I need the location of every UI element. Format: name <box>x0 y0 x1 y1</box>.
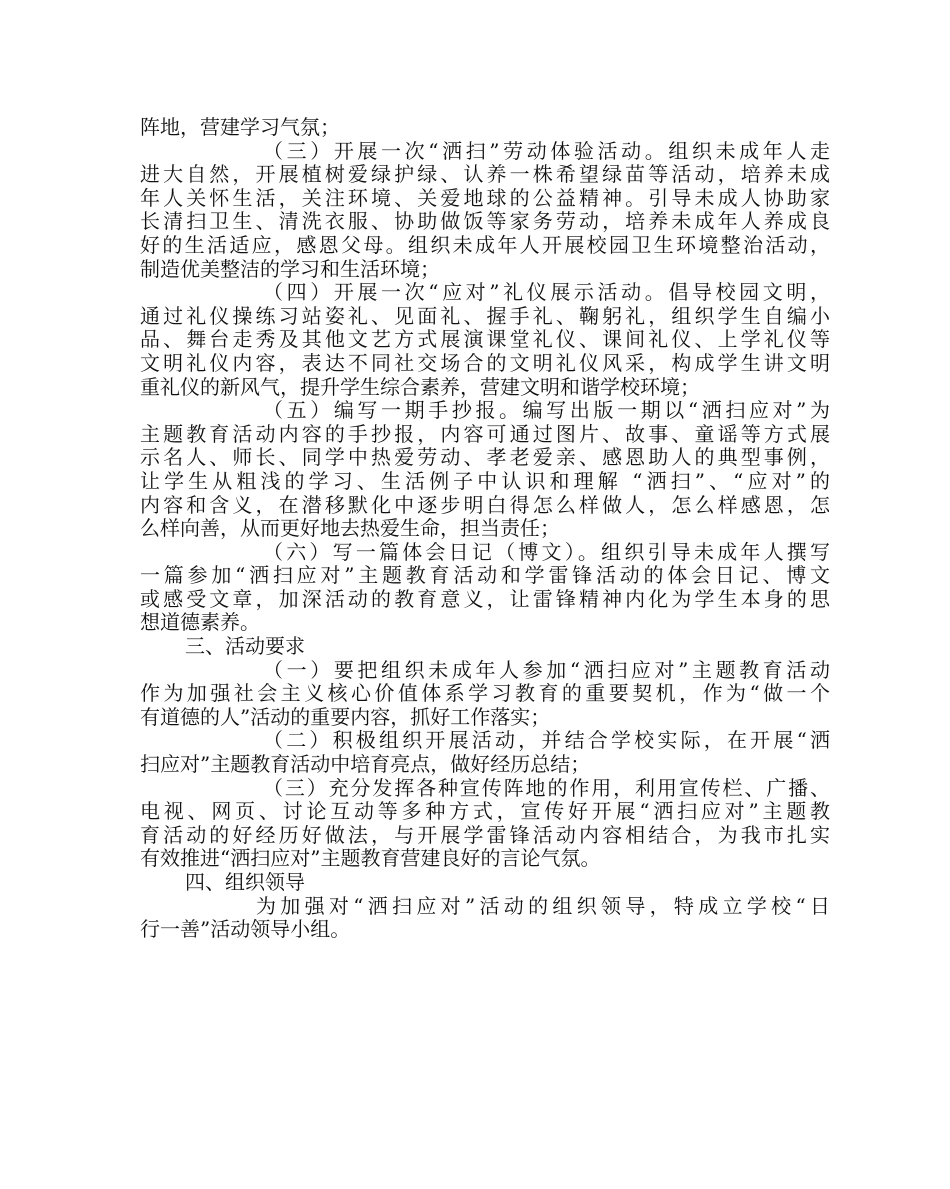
paragraph-line: 么样向善，从而更好地去热爱生命，担当责任； <box>140 516 560 541</box>
paragraph-line: 电视、网页、讨论互动等多种方式，宣传好开展“洒扫应对”主题教 <box>140 799 830 824</box>
paragraph-line: 扫应对”主题教育活动中培育亮点，做好经历总结； <box>140 752 591 777</box>
paragraph-line: 让学生从粗浅的学习、生活例子中认识和理解 “洒扫”、“应对”的 <box>140 468 830 493</box>
paragraph-line: 示名人、师长、同学中热爱劳动、孝老爱亲、感恩助人的典型事例， <box>140 445 830 470</box>
section-heading: 三、活动要求 <box>185 634 305 659</box>
paragraph-line: 有道德的人”活动的重要内容，抓好工作落实； <box>140 704 551 729</box>
list-item-first-line: （三）开展一次“洒扫”劳动体验活动。组织未成年人走 <box>263 138 830 163</box>
paragraph-line: 年人关怀生活，关注环境、关爱地球的公益精神。引导未成人协助家 <box>140 185 830 210</box>
paragraph-line: 品、舞台走秀及其他文艺方式展演课堂礼仪、课间礼仪、上学礼仪等 <box>140 327 830 352</box>
list-item-first-line: （二）积极组织开展活动，并结合学校实际，在开展“洒 <box>263 728 830 753</box>
paragraph-line: 阵地，营建学习气氛； <box>140 115 340 139</box>
paragraph-line: 作为加强社会主义核心价值体系学习教育的重要契机，作为“做一个 <box>140 681 830 706</box>
paragraph-line: 长清扫卫生、清洗衣服、协助做饭等家务劳动，培养未成年人养成良 <box>140 209 830 234</box>
section-heading: 四、组织领导 <box>185 870 305 894</box>
paragraph-line: 内容和含义，在潜移默化中逐步明白得怎么样做人，怎么样感恩，怎 <box>140 492 830 517</box>
paragraph-line: 为加强对“洒扫应对”活动的组织领导，特成立学校“日 <box>256 893 830 918</box>
list-item-first-line: （三）充分发挥各种宣传阵地的作用，利用宣传栏、广播、 <box>263 775 830 800</box>
paragraph-line: 主题教育活动内容的手抄报，内容可通过图片、故事、童谣等方式展 <box>140 421 830 446</box>
paragraph-line: 育活动的好经历好做法，与开展学雷锋活动内容相结合，为我市扎实 <box>140 822 830 847</box>
paragraph-line: 通过礼仪操练习站姿礼、见面礼、握手礼、鞠躬礼，组织学生自编小 <box>140 303 830 328</box>
paragraph-line: 一篇参加“洒扫应对”主题教育活动和学雷锋活动的体会日记、博文 <box>140 563 830 588</box>
paragraph-line: 文明礼仪内容，表达不同社交场合的文明礼仪风采，构成学生讲文明 <box>140 350 830 375</box>
paragraph-line: 好的生活适应，感恩父母。组织未成年人开展校园卫生环境整治活动， <box>140 232 830 257</box>
document-body <box>140 116 830 942</box>
list-item-first-line: （一）要把组织未成年人参加“洒扫应对”主题教育活动 <box>263 657 830 682</box>
paragraph-line: 或感受文章，加深活动的教育意义，让雷锋精神内化为学生本身的思 <box>140 586 830 611</box>
paragraph-line: 进大自然，开展植树爱绿护绿、认养一株希望绿苗等活动，培养未成 <box>140 162 830 187</box>
paragraph-line: 行一善”活动领导小组。 <box>140 917 351 942</box>
list-item-first-line: （四）开展一次“应对”礼仪展示活动。倡导校园文明， <box>263 280 830 305</box>
list-item-first-line: （五）编写一期手抄报。编写出版一期以“洒扫应对”为 <box>263 398 830 423</box>
paragraph-line: 制造优美整洁的学习和生活环境； <box>140 256 440 281</box>
paragraph-line: 有效推进“洒扫应对”主题教育营建良好的言论气氛。 <box>140 846 601 871</box>
paragraph-line: 想道德素养。 <box>140 610 260 635</box>
paragraph-line: 重礼仪的新风气，提升学生综合素养，营建文明和谐学校环境； <box>140 374 700 399</box>
list-item-first-line: （六）写一篇体会日记（博文）。组织引导未成年人撰写 <box>263 539 830 564</box>
